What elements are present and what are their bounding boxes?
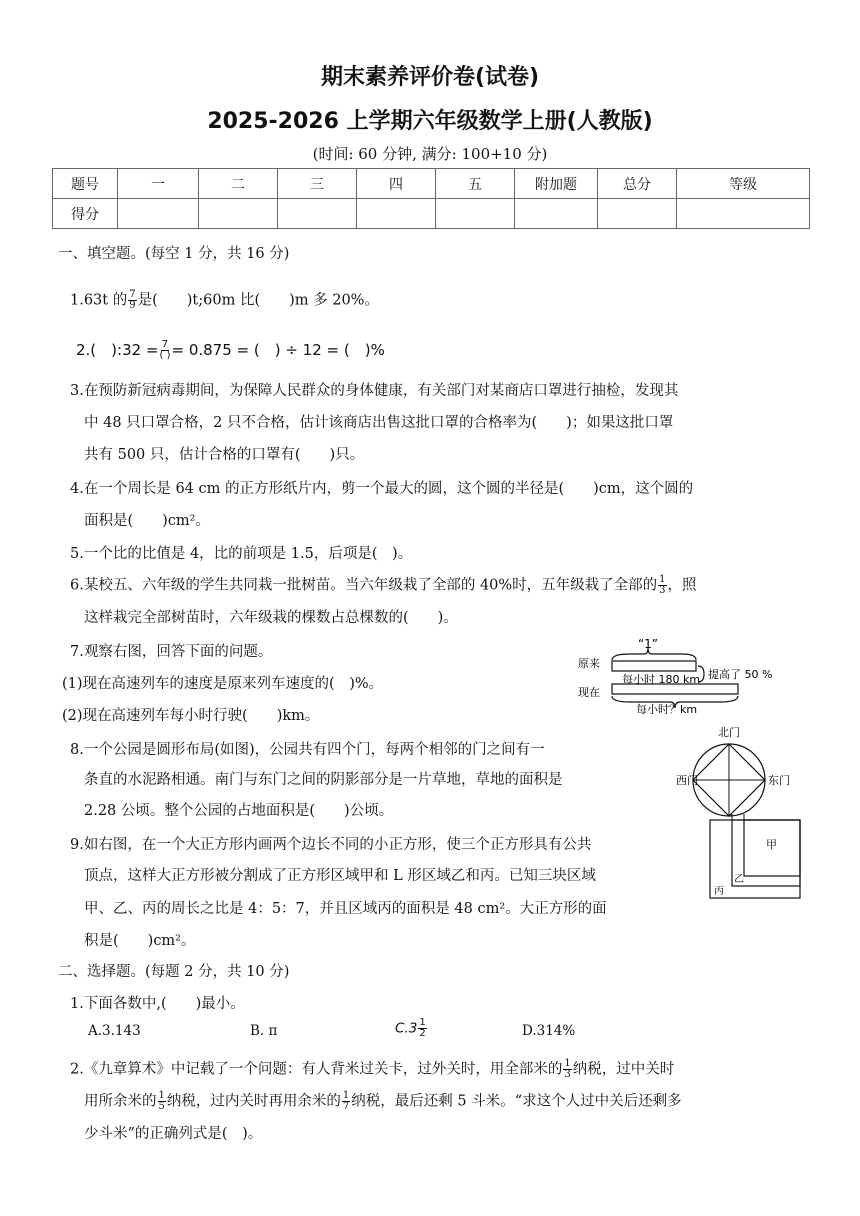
fraction: $\frac{7}{9}$: [129, 289, 136, 311]
score-header-cell: 三: [278, 169, 357, 199]
question-1-2: 2.( ):32 = $\frac{7}{( )}$ = 0.875 = ( ) ÷ 12 = ( )%: [76, 339, 385, 361]
score-cell[interactable]: [118, 199, 199, 229]
score-header-cell: 总分: [598, 169, 677, 199]
question-1-1: 1.63t 的 $\frac{7}{9}$ 是( )t;60m 比( )m 多 20%。: [70, 289, 379, 311]
score-table-header-row: [53, 169, 810, 199]
east-gate-label: 东门: [768, 774, 790, 787]
diagram-label-per-hour: 每小时 180 km: [622, 673, 701, 686]
option-c[interactable]: C.3 $\frac{1}{2}$: [395, 1017, 426, 1039]
diagram-label-one: “1”: [637, 637, 659, 651]
score-table: [52, 168, 810, 229]
region-yi-label: 乙: [734, 874, 744, 885]
question-1-9-line: 9.如右图，在一个大正方形内画两个边长不同的小正方形，使三个正方形具有公共: [70, 837, 592, 853]
score-cell[interactable]: [436, 199, 515, 229]
score-header-cell: 等级: [677, 169, 810, 199]
question-1-6-line: 这样栽完全部树苗时，六年级栽的棵数占总棵数的( )。: [84, 610, 458, 626]
question-1-4-line: 4.在一个周长是 64 cm 的正方形纸片内，剪一个最大的圆，这个圆的半径是( )cm，这个圆的: [70, 481, 694, 497]
exam-subtitle: 2025-2026 上学期六年级数学上册(人教版): [207, 109, 653, 134]
score-header-cell: 五: [436, 169, 515, 199]
score-cell[interactable]: [199, 199, 278, 229]
fraction: $\frac{1}{2}$: [419, 1017, 426, 1039]
option-a[interactable]: A.3.143: [88, 1023, 141, 1039]
score-header-cell: 二: [199, 169, 278, 199]
diagram-label-now: 现在: [578, 686, 600, 699]
question-1-7-line: (2)现在高速列车每小时行驶( )km。: [62, 708, 320, 724]
park-circle-diagram: [672, 722, 812, 822]
fraction: $\frac{1}{3}$: [659, 574, 666, 596]
original-bar: [612, 661, 696, 671]
question-2-1: 1.下面各数中,( )最小。: [70, 996, 245, 1012]
option-b[interactable]: B. π: [250, 1023, 278, 1039]
question-1-5: 5.一个比的比值是 4，比的前项是 1.5，后项是( )。: [70, 546, 413, 562]
question-1-3-line: 中 48 只口罩合格，2 只不合格，估计该商店出售这批口罩的合格率为( )；如果这批口罩: [84, 415, 674, 431]
region-bing-label: 丙: [714, 886, 724, 897]
score-header-cell: 四: [357, 169, 436, 199]
question-2-2-line: 2.《九章算术》中记载了一个问题：有人背米过关卡，过外关时，用全部米的 $\frac{1}{3}$ 纳税，过中关时: [70, 1058, 675, 1080]
question-1-7-line: 7.观察右图，回答下面的问题。: [70, 644, 273, 660]
score-header-cell: 一: [118, 169, 199, 199]
question-1-8-line: 2.28 公顷。整个公园的占地面积是( )公顷。: [84, 803, 394, 819]
score-header-cell: 题号: [53, 169, 118, 199]
train-speed-diagram: [570, 634, 810, 714]
option-d[interactable]: D.314%: [522, 1023, 576, 1039]
west-gate-label: 西门: [676, 774, 698, 787]
question-1-9-line: 顶点，这样大正方形被分割成了正方形区域甲和 L 形区域乙和丙。已知三块区域: [84, 868, 596, 884]
score-cell[interactable]: [278, 199, 357, 229]
fraction: $\frac{7}{( )}$: [159, 339, 171, 361]
question-1-6: 6.某校五、六年级的学生共同栽一批树苗。当六年级栽了全部的 40%时，五年级栽了全部的 $\frac{1}{3}$ ，照: [70, 574, 697, 596]
question-1-9-line: 积是( )cm²。: [84, 933, 196, 949]
fraction: $\frac{1}{7}$: [342, 1090, 350, 1112]
question-1-9-line: 甲、乙、丙的周长之比是 4：5：7，并且区域丙的面积是 48 cm²。大正方形的面: [84, 901, 607, 917]
score-cell[interactable]: [515, 199, 598, 229]
question-1-3-line: 共有 500 只，估计合格的口罩有( )只。: [84, 447, 365, 463]
north-gate-label: 北门: [718, 726, 740, 739]
score-row-label: 得分: [53, 199, 118, 229]
diagram-label-unknown: 每小时？km: [636, 703, 698, 714]
fraction: $\frac{1}{3}$: [564, 1058, 571, 1080]
nested-squares-diagram: [708, 814, 804, 900]
question-1-3-line: 3.在预防新冠病毒期间，为保障人民群众的身体健康，有关部门对某商店口罩进行抽检，发现其: [70, 383, 679, 399]
score-cell[interactable]: [677, 199, 810, 229]
diagram-label-original: 原来: [578, 657, 600, 670]
score-cell[interactable]: [357, 199, 436, 229]
question-1-4-line: 面积是( )cm²。: [84, 513, 210, 529]
exam-info: (时间: 60 分钟, 满分: 100+10 分): [312, 145, 548, 163]
section-2-title: 二、选择题。(每题 2 分，共 10 分): [58, 964, 290, 980]
score-header-cell: 附加题: [515, 169, 598, 199]
region-jia-label: 甲: [766, 838, 777, 851]
question-1-8-line: 8.一个公园是圆形布局(如图)，公园共有四个门，每两个相邻的门之间有一: [70, 742, 545, 758]
question-2-2-line: 少斗米”的正确列式是( )。: [84, 1126, 263, 1142]
question-1-8-line: 条直的水泥路相通。南门与东门之间的阴影部分是一片草地，草地的面积是: [84, 772, 563, 788]
question-1-7-line: (1)现在高速列车的速度是原来列车速度的( )%。: [62, 676, 384, 692]
score-cell[interactable]: [598, 199, 677, 229]
fraction: $\frac{1}{5}$: [158, 1090, 165, 1112]
diagram-label-increase: 提高了 50 %: [708, 668, 773, 681]
section-1-title: 一、填空题。(每空 1 分，共 16 分): [58, 246, 290, 262]
question-2-2-line: 用所余米的 $\frac{1}{5}$ 纳税，过内关时再用余米的 $\frac{1}{7}$ 纳税，最后还剩 5 斗米。“求这个人过中关后还剩多: [84, 1090, 682, 1112]
exam-title: 期末素养评价卷(试卷): [320, 65, 540, 90]
score-table-score-row: [53, 199, 810, 229]
